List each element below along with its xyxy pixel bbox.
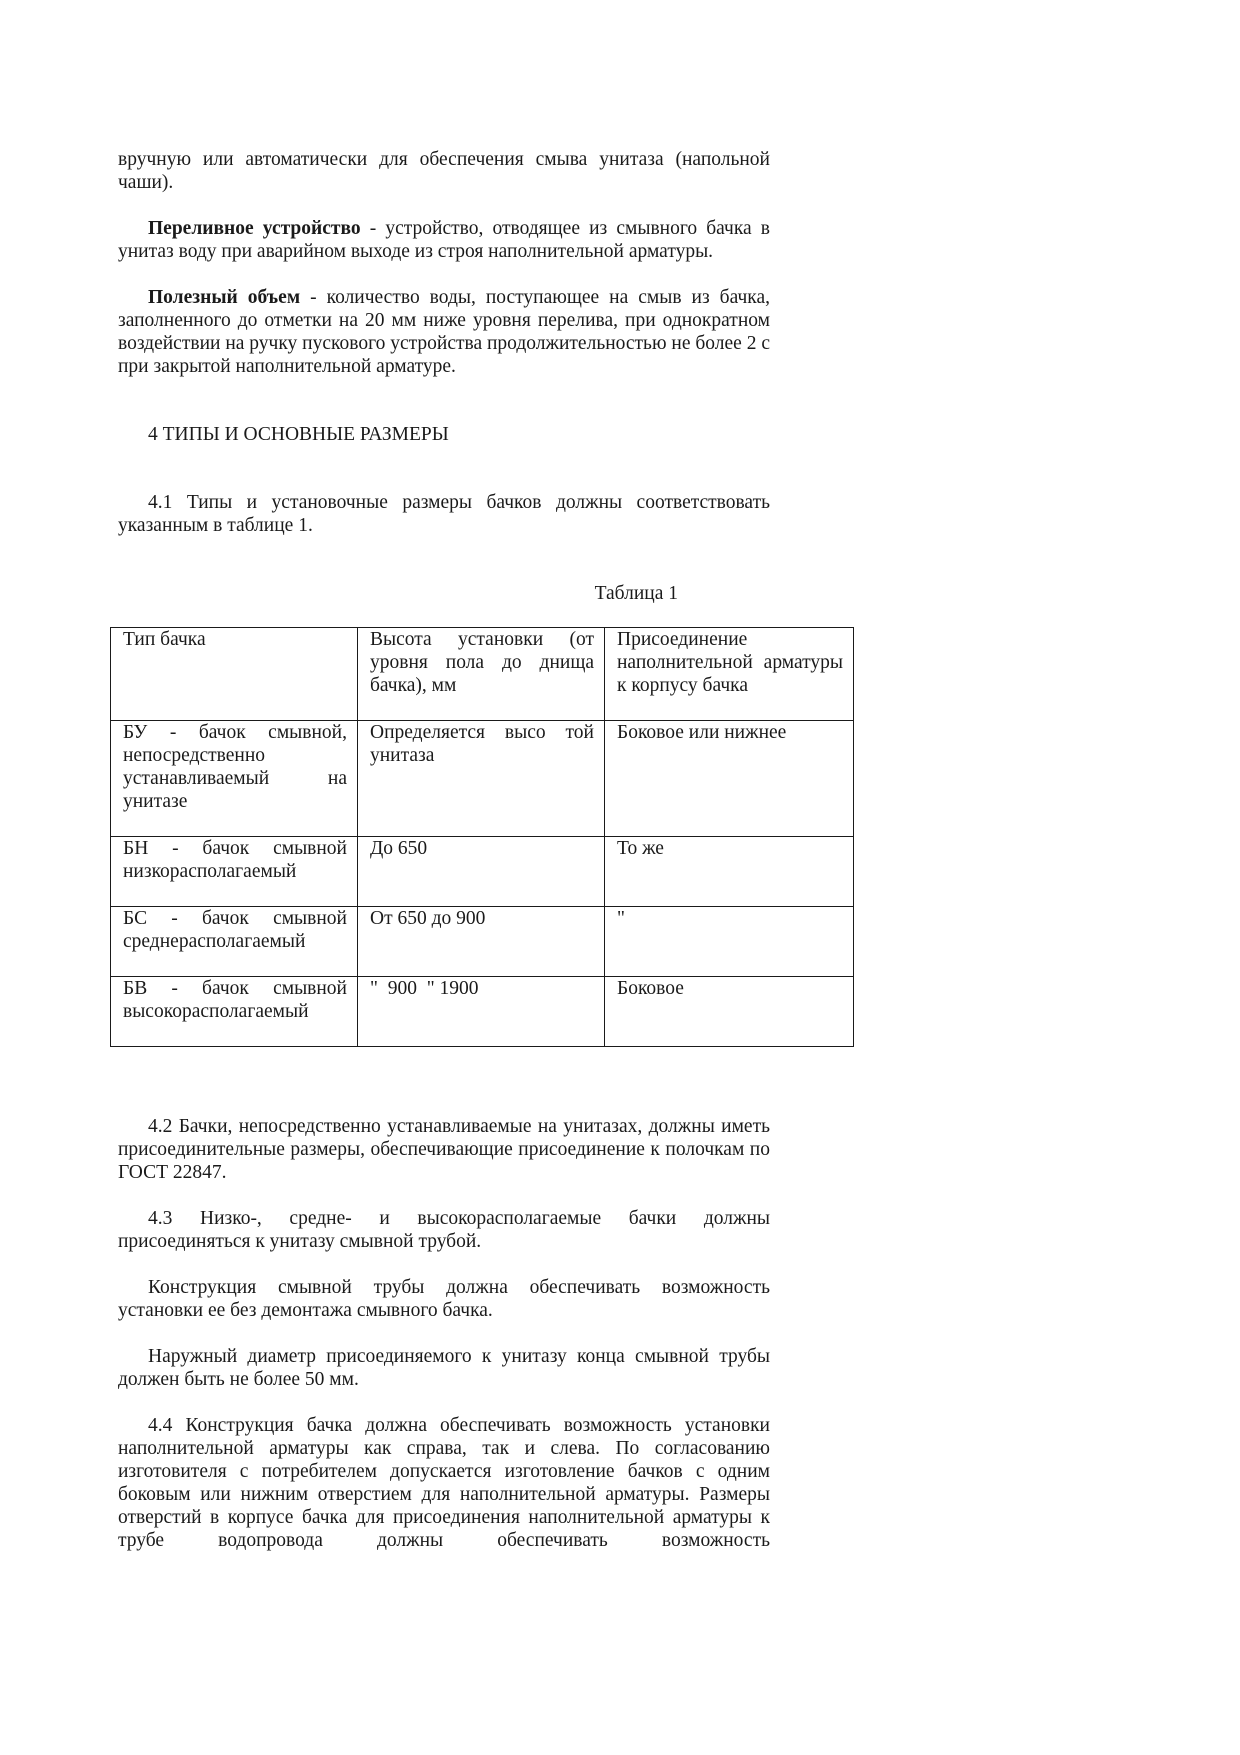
term-overflow-device: Переливное устройство (148, 218, 361, 239)
table-cell: Боковое или нижнее (605, 721, 854, 837)
table-cell: БВ - бачок смывной высокорасполагаемый (111, 977, 358, 1047)
types-table (110, 627, 854, 1047)
paragraph-4-4: 4.4 Конструкция бачка должна обеспечивать возможность установки наполнительной арматуры как справа, так и слева. По согласованию изготовителя с потребителем допускается изготовление бачков с одним боковым или нижним отверстием для наполнительной арматуры. Размеры отверстий в корпусе бачка для присоединения наполнительной арматуры к трубе водопровода должны обеспечивать возможность (118, 1415, 770, 1551)
paragraph-pipe-construction: Конструкция смывной трубы должна обеспечивать возможность установки ее без демонтажа смывного бачка. (118, 1277, 770, 1321)
table-row (111, 907, 854, 977)
table-cell: Определяется высо той унитаза (358, 721, 605, 837)
paragraph-useful-volume (118, 286, 770, 378)
table-cell: " 900 " 1900 (358, 977, 605, 1047)
table-header-row (111, 628, 854, 721)
table-cell: Боковое (605, 977, 854, 1047)
term-useful-volume: Полезный объем (148, 287, 301, 308)
table-cell: БН - бачок смывной низкорасполагаемый (111, 837, 358, 907)
table-cell: БУ - бачок смывной, непосредственно устанавливаемый на унитазе (111, 721, 358, 837)
table-cell: От 650 до 900 (358, 907, 605, 977)
table-row (111, 721, 854, 837)
paragraph-flush-continuation: вручную или автоматически для обеспечения смыва унитаза (напольной чаши). (118, 149, 770, 193)
table-header-cell: Высота установки (от уровня пола до днища бачка), мм (358, 628, 605, 721)
document-page (118, 148, 843, 1552)
paragraph-4-2: 4.2 Бачки, непосредственно устанавливаемые на унитазах, должны иметь присоединительные размеры, обеспечивающие присоединение к полочкам по ГОСТ 22847. (118, 1116, 770, 1183)
definition-useful-volume: - количество воды, поступающее на смыв из бачка, заполненного до отметки на 20 мм ниже уровня перелива, при однократном воздействии на ручку пускового устройства продолжительностью не более 2 с при закрытой наполнительной арматуре. (118, 287, 770, 377)
table-caption: Таблица 1 (594, 583, 678, 604)
section-heading: 4 ТИПЫ И ОСНОВНЫЕ РАЗМЕРЫ (148, 424, 449, 445)
table-row (111, 977, 854, 1047)
table-cell: " (605, 907, 854, 977)
table-cell: До 650 (358, 837, 605, 907)
table-header-cell: Тип бачка (111, 628, 358, 721)
table-cell: БС - бачок смывной среднерасполагаемый (111, 907, 358, 977)
definition-overflow-device: - устройство, отводящее из смывного бачка в унитаз воду при аварийном выходе из строя наполнительной арматуры. (118, 218, 770, 262)
table-cell: То же (605, 837, 854, 907)
paragraph-4-1: 4.1 Типы и установочные размеры бачков должны соответствовать указанным в таблице 1. (118, 492, 770, 536)
paragraph-4-3: 4.3 Низко-, средне- и высокорасполагаемые бачки должны присоединяться к унитазу смывной трубой. (118, 1208, 770, 1252)
table-header-cell: Присоединение наполнительной арматуры к корпусу бачка (605, 628, 854, 721)
paragraph-overflow-device (118, 217, 770, 263)
paragraph-pipe-diameter: Наружный диаметр присоединяемого к унитазу конца смывной трубы должен быть не более 50 мм. (118, 1346, 770, 1390)
table-row (111, 837, 854, 907)
